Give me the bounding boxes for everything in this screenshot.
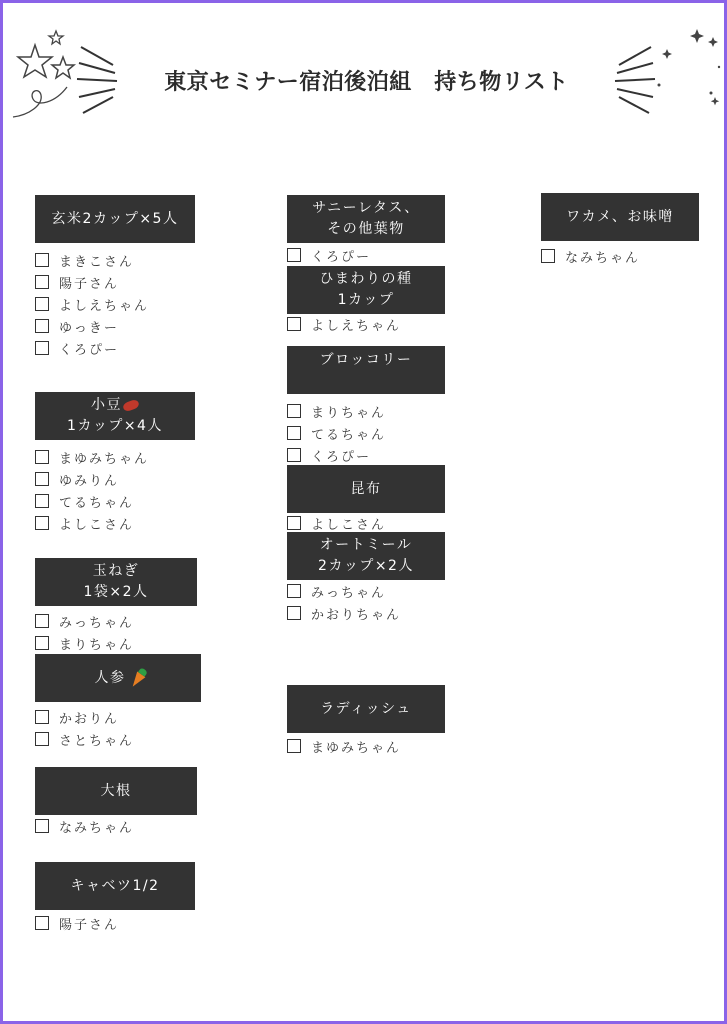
- checkbox[interactable]: [287, 584, 301, 598]
- group-header: ひまわりの種 1カップ: [287, 266, 445, 314]
- list-item: なみちゃん: [541, 245, 699, 267]
- checkbox[interactable]: [35, 319, 49, 333]
- group-cabbage: [35, 862, 195, 934]
- group-lettuce: [287, 195, 445, 266]
- checkbox[interactable]: [35, 341, 49, 355]
- checkbox[interactable]: [35, 472, 49, 486]
- group-radish: [287, 685, 445, 757]
- list-item: よしえちゃん: [35, 293, 195, 315]
- checkbox[interactable]: [287, 516, 301, 530]
- group-header: キャベツ1/2: [35, 862, 195, 910]
- list-item: まきこさん: [35, 249, 195, 271]
- group-header: 玉ねぎ 1袋×2人: [35, 558, 197, 606]
- group-header: ワカメ、お味噌: [541, 193, 699, 241]
- carrot-icon: [128, 671, 145, 689]
- list-item: かおりちゃん: [287, 602, 445, 624]
- group-header: ブロッコリー: [287, 346, 445, 394]
- group-header: 小豆 1カップ×4人: [35, 392, 195, 440]
- checkbox[interactable]: [35, 732, 49, 746]
- group-header: 大根: [35, 767, 197, 815]
- checkbox[interactable]: [35, 297, 49, 311]
- group-konbu: [287, 465, 445, 534]
- list-item: よしこさん: [35, 512, 195, 534]
- list-item: 陽子さん: [35, 912, 195, 934]
- group-daikon: [35, 767, 197, 837]
- checkbox[interactable]: [35, 614, 49, 628]
- list-item: ゆっきー: [35, 315, 195, 337]
- group-header: サニーレタス、 その他葉物: [287, 195, 445, 243]
- checkbox[interactable]: [287, 739, 301, 753]
- checkbox[interactable]: [287, 248, 301, 262]
- list-item: よしこさん: [287, 512, 445, 534]
- group-header: オートミール 2カップ×2人: [287, 532, 445, 580]
- list-item: まりちゃん: [287, 400, 445, 422]
- group-oatmeal: [287, 532, 445, 624]
- checkbox[interactable]: [35, 819, 49, 833]
- group-wakame: [541, 193, 699, 267]
- list-item: まゆみちゃん: [35, 446, 195, 468]
- bean-icon: [122, 398, 140, 412]
- group-azuki: [35, 392, 195, 534]
- list-item: みっちゃん: [287, 580, 445, 602]
- list-item: みっちゃん: [35, 610, 197, 632]
- checkbox[interactable]: [287, 448, 301, 462]
- list-item: さとちゃん: [35, 728, 201, 750]
- group-header: ラディッシュ: [287, 685, 445, 733]
- list-item: てるちゃん: [287, 422, 445, 444]
- checkbox[interactable]: [35, 275, 49, 289]
- list-item: くろぴー: [35, 337, 195, 359]
- list-item: まりちゃん: [35, 632, 197, 654]
- page-title: 東京セミナー宿泊後泊組 持ち物リスト: [164, 70, 569, 95]
- group-ninjin: [35, 654, 201, 750]
- checkbox[interactable]: [35, 253, 49, 267]
- checkbox[interactable]: [287, 606, 301, 620]
- checkbox[interactable]: [35, 494, 49, 508]
- checkbox[interactable]: [287, 317, 301, 331]
- list-item: ゆみりん: [35, 468, 195, 490]
- list-item: かおりん: [35, 706, 201, 728]
- list-item: よしえちゃん: [287, 313, 445, 335]
- checkbox[interactable]: [35, 710, 49, 724]
- checkbox[interactable]: [35, 450, 49, 464]
- group-header: 玄米2カップ×5人: [35, 195, 195, 243]
- list-item: くろぴー: [287, 244, 445, 266]
- list-item: 陽子さん: [35, 271, 195, 293]
- list-item: なみちゃん: [35, 815, 197, 837]
- checkbox[interactable]: [287, 404, 301, 418]
- list-item: てるちゃん: [35, 490, 195, 512]
- list-item: まゆみちゃん: [287, 735, 445, 757]
- group-genmai: [35, 195, 195, 359]
- checkbox[interactable]: [35, 916, 49, 930]
- group-header: 昆布: [287, 465, 445, 513]
- checkbox[interactable]: [35, 516, 49, 530]
- checkbox[interactable]: [35, 636, 49, 650]
- group-broccoli: [287, 346, 445, 466]
- group-tamanegi: [35, 558, 197, 654]
- group-himawari: [287, 266, 445, 335]
- group-header: 人参: [35, 654, 201, 702]
- checkbox[interactable]: [287, 426, 301, 440]
- list-item: くろぴー: [287, 444, 445, 466]
- checkbox[interactable]: [541, 249, 555, 263]
